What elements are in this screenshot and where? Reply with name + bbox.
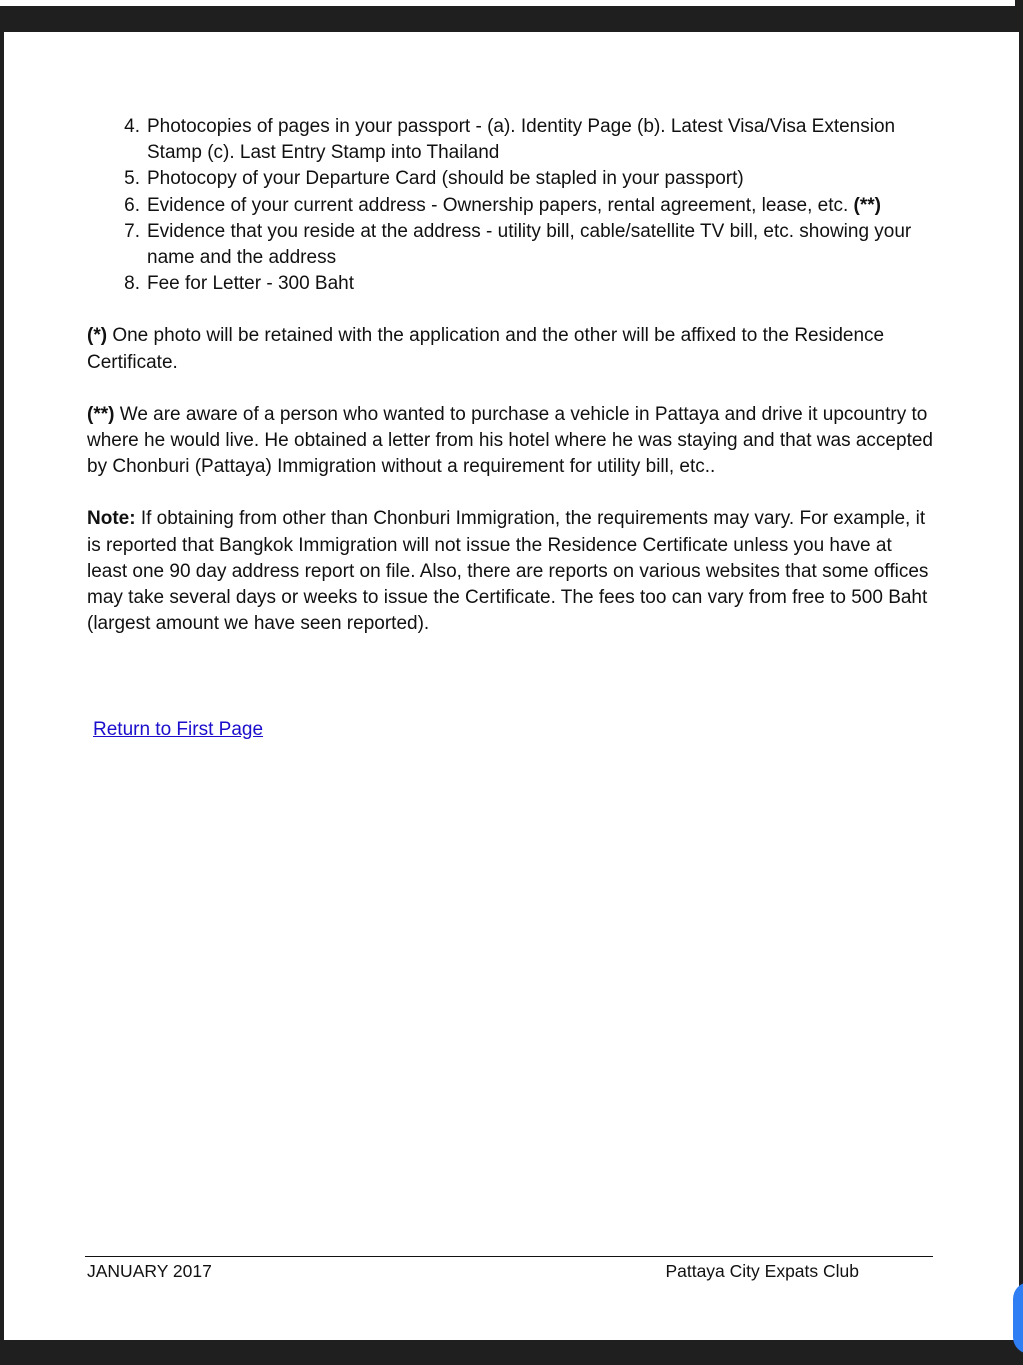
list-text: Fee for Letter - 300 Baht <box>147 273 355 295</box>
list-number: 8. <box>124 273 140 295</box>
list-item <box>124 193 937 219</box>
footnote-double-marker: (**) <box>87 403 115 425</box>
list-text: Photocopies of pages in your passport - (a). Identity Page (b). Latest Visa/Visa Extension Stamp (c). Last Entry Stamp into Thailand <box>147 116 896 164</box>
footnote-single-paragraph <box>87 323 937 375</box>
footer-divider <box>85 1256 933 1257</box>
list-item <box>124 114 937 166</box>
list-number: 5. <box>124 168 140 190</box>
footer-date: JANUARY 2017 <box>87 1261 212 1281</box>
document-page <box>4 32 1019 1340</box>
list-text: Photocopy of your Departure Card (should be stapled in your passport) <box>147 168 744 190</box>
footer-organization: Pattaya City Expats Club <box>665 1261 859 1281</box>
requirements-list <box>87 114 937 297</box>
note-text: If obtaining from other than Chonburi Immigration, the requirements may vary. For example, it is reported that Bangkok Immigration will not issue the Residence Certificate unless you have at least one 90 day address report on file. Also, there are reports on various websites that some offices may take several days or weeks to issue the Certificate. The fees too can vary from free to 500 Baht (largest amount we have seen reported). <box>87 508 929 635</box>
list-text: Evidence of your current address - Ownership papers, rental agreement, lease, etc. <box>147 194 854 216</box>
footnote-single-marker: (*) <box>87 325 108 347</box>
footnote-double-text: We are aware of a person who wanted to purchase a vehicle in Pattaya and drive it upcountry to where he would live. He obtained a letter from his hotel where he was staying and that was accepted by Chonburi (Pattaya) Immigration without a requirement for utility bill, etc.. <box>87 403 933 478</box>
footnote-double-paragraph <box>87 402 937 481</box>
note-paragraph <box>87 506 937 637</box>
list-item <box>124 271 937 297</box>
footnote-single-text: One photo will be retained with the application and the other will be affixed to the Residence Certificate. <box>87 325 885 373</box>
previous-page-edge <box>0 0 1015 6</box>
list-item <box>124 166 937 192</box>
list-number: 6. <box>124 194 140 216</box>
list-item <box>124 219 937 271</box>
list-number: 4. <box>124 116 140 137</box>
footnote-marker: (**) <box>853 194 881 216</box>
list-number: 7. <box>124 220 140 242</box>
return-to-first-page-link[interactable]: Return to First Page <box>93 719 264 740</box>
note-label: Note: <box>87 508 136 530</box>
page-content <box>87 114 937 637</box>
scroll-handle[interactable] <box>1013 1282 1023 1354</box>
list-text: Evidence that you reside at the address - utility bill, cable/satellite TV bill, etc. showing your name and the address <box>147 220 912 269</box>
